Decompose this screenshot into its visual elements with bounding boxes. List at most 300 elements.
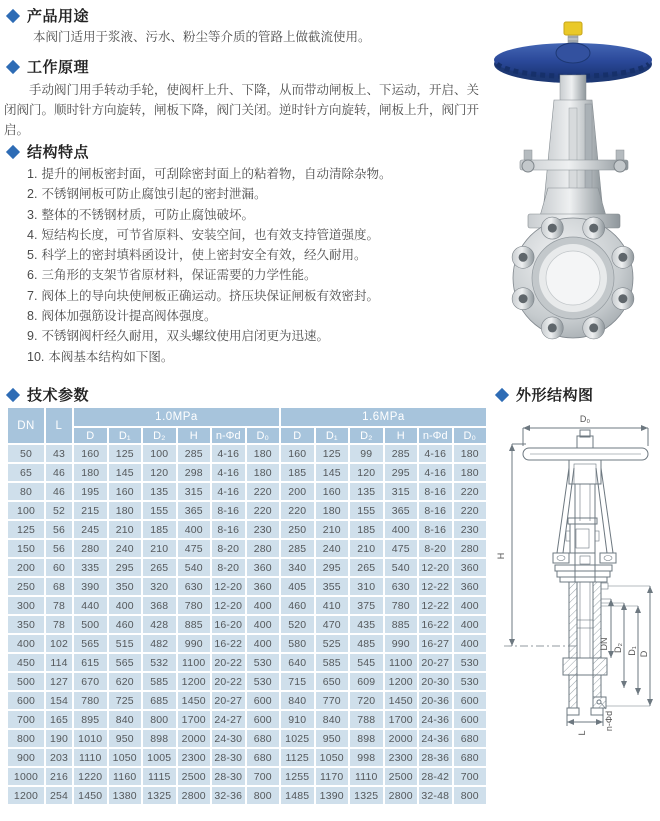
column-header-dn: DN — [8, 408, 44, 443]
value-cell: 20-22 — [212, 673, 245, 690]
column-header: D₂ — [350, 428, 383, 443]
value-cell: 525 — [316, 635, 349, 652]
value-cell: 4-16 — [419, 464, 452, 481]
dn-cell: 800 — [8, 730, 44, 747]
diamond-bullet-icon — [6, 8, 20, 22]
feature-text: 本阀基本结构如下图。 — [48, 349, 174, 364]
value-cell: 390 — [74, 578, 107, 595]
usage-paragraph: 本阀门适用于浆液、污水、粉尘等介质的管路上做截流使用。 — [33, 30, 371, 44]
value-cell: 615 — [74, 654, 107, 671]
value-cell: 8-16 — [212, 521, 245, 538]
column-header: D₂ — [143, 428, 176, 443]
value-cell: 180 — [316, 502, 349, 519]
section-principle-heading — [8, 56, 89, 77]
section-usage-heading — [8, 5, 89, 26]
value-cell: 2500 — [178, 768, 211, 785]
value-cell: 120 — [350, 464, 383, 481]
value-cell: 8-20 — [419, 540, 452, 557]
table-group-header-row — [8, 408, 486, 426]
value-cell: 1050 — [316, 749, 349, 766]
value-cell: 365 — [385, 502, 418, 519]
value-cell: 1125 — [281, 749, 314, 766]
value-cell: 210 — [109, 521, 142, 538]
value-cell: 1485 — [281, 787, 314, 804]
dn-cell: 450 — [8, 654, 44, 671]
value-cell: 780 — [74, 692, 107, 709]
value-cell: 46 — [46, 464, 72, 481]
feature-text: 阀体上的导向块使闸板正确运动。挤压块保证闸板有效密封。 — [41, 288, 379, 303]
value-cell: 630 — [385, 578, 418, 595]
feature-item — [27, 347, 391, 367]
table-row — [8, 787, 486, 804]
value-cell: 230 — [454, 521, 487, 538]
value-cell: 28-36 — [419, 749, 452, 766]
column-header: D — [74, 428, 107, 443]
value-cell: 580 — [281, 635, 314, 652]
table-row — [8, 654, 486, 671]
column-header-l: L — [46, 408, 72, 443]
table-subheader-row — [8, 428, 486, 443]
value-cell: 320 — [143, 578, 176, 595]
feature-text: 阀体加强筋设计提高阀体强度。 — [41, 309, 217, 324]
feature-number: 7. — [27, 288, 38, 303]
value-cell: 460 — [109, 616, 142, 633]
value-cell: 530 — [247, 673, 280, 690]
value-cell: 715 — [281, 673, 314, 690]
value-cell: 180 — [454, 445, 487, 462]
value-cell: 215 — [74, 502, 107, 519]
value-cell: 950 — [316, 730, 349, 747]
value-cell: 99 — [350, 445, 383, 462]
feature-item — [27, 265, 391, 285]
feature-number: 1. — [27, 167, 38, 181]
value-cell: 160 — [74, 445, 107, 462]
value-cell: 885 — [385, 616, 418, 633]
section-title: 外形结构图 — [516, 387, 594, 404]
value-cell: 400 — [385, 521, 418, 538]
table-row — [8, 597, 486, 614]
value-cell: 898 — [350, 730, 383, 747]
diamond-bullet-icon — [495, 387, 509, 401]
value-cell: 145 — [109, 464, 142, 481]
value-cell: 210 — [143, 540, 176, 557]
feature-text: 科学上的密封填料函设计，使上密封安全有效，经久耐用。 — [41, 248, 367, 263]
value-cell: 368 — [143, 597, 176, 614]
value-cell: 1010 — [74, 730, 107, 747]
value-cell: 102 — [46, 635, 72, 652]
value-cell: 285 — [178, 445, 211, 462]
value-cell: 203 — [46, 749, 72, 766]
feature-item — [27, 184, 391, 204]
value-cell: 565 — [109, 654, 142, 671]
value-cell: 475 — [385, 540, 418, 557]
feature-item — [27, 286, 391, 306]
outline-diagram — [490, 406, 660, 816]
value-cell: 910 — [281, 711, 314, 728]
value-cell: 16-20 — [212, 616, 245, 633]
dim-label-h: H — [496, 552, 506, 560]
feature-item — [27, 225, 391, 245]
feature-item — [27, 205, 391, 225]
value-cell: 1110 — [74, 749, 107, 766]
dn-cell: 400 — [8, 635, 44, 652]
value-cell: 210 — [316, 521, 349, 538]
value-cell: 998 — [350, 749, 383, 766]
value-cell: 1200 — [385, 673, 418, 690]
table-row — [8, 616, 486, 633]
value-cell: 200 — [281, 483, 314, 500]
value-cell: 295 — [385, 464, 418, 481]
value-cell: 640 — [281, 654, 314, 671]
value-cell: 530 — [247, 654, 280, 671]
table-row — [8, 502, 486, 519]
dim-label-d2: D₂ — [613, 643, 623, 653]
value-cell: 240 — [316, 540, 349, 557]
value-cell: 780 — [178, 597, 211, 614]
value-cell: 895 — [74, 711, 107, 728]
value-cell: 990 — [385, 635, 418, 652]
column-header: n-Φd — [212, 428, 245, 443]
feature-number: 5. — [27, 248, 38, 263]
value-cell: 1100 — [178, 654, 211, 671]
table-row — [8, 540, 486, 557]
value-cell: 1005 — [143, 749, 176, 766]
column-header: n-Φd — [419, 428, 452, 443]
value-cell: 770 — [316, 692, 349, 709]
section-parameters-heading — [8, 384, 89, 405]
value-cell: 12-20 — [212, 578, 245, 595]
section-title: 工作原理 — [27, 59, 90, 76]
value-cell: 230 — [247, 521, 280, 538]
value-cell: 165 — [46, 711, 72, 728]
diamond-bullet-icon — [6, 144, 20, 158]
value-cell: 1700 — [385, 711, 418, 728]
value-cell: 220 — [247, 502, 280, 519]
value-cell: 680 — [454, 749, 487, 766]
value-cell: 885 — [178, 616, 211, 633]
section-outline-heading — [497, 384, 594, 405]
feature-text: 三角形的支架节省原材料，保证需要的力学性能。 — [41, 268, 317, 283]
value-cell: 530 — [454, 654, 487, 671]
value-cell: 4-16 — [419, 445, 452, 462]
value-cell: 355 — [316, 578, 349, 595]
value-cell: 1115 — [143, 768, 176, 785]
value-cell: 950 — [109, 730, 142, 747]
value-cell: 28-30 — [212, 749, 245, 766]
value-cell: 265 — [143, 559, 176, 576]
value-cell: 28-42 — [419, 768, 452, 785]
table-row — [8, 464, 486, 481]
dn-cell: 150 — [8, 540, 44, 557]
value-cell: 180 — [109, 502, 142, 519]
feature-text: 不锈钢闸板可防止腐蚀引起的密封泄漏。 — [41, 187, 267, 202]
value-cell: 220 — [247, 483, 280, 500]
value-cell: 475 — [178, 540, 211, 557]
value-cell: 898 — [143, 730, 176, 747]
value-cell: 43 — [46, 445, 72, 462]
table-row — [8, 730, 486, 747]
value-cell: 154 — [46, 692, 72, 709]
value-cell: 1450 — [385, 692, 418, 709]
dn-cell: 1200 — [8, 787, 44, 804]
value-cell: 68 — [46, 578, 72, 595]
value-cell: 240 — [109, 540, 142, 557]
value-cell: 280 — [454, 540, 487, 557]
value-cell: 28-30 — [212, 768, 245, 785]
dn-cell: 125 — [8, 521, 44, 538]
value-cell: 180 — [247, 445, 280, 462]
value-cell: 700 — [247, 768, 280, 785]
value-cell: 280 — [74, 540, 107, 557]
value-cell: 700 — [454, 768, 487, 785]
value-cell: 4-16 — [212, 445, 245, 462]
pressure-group-header: 1.0MPa — [74, 408, 279, 426]
value-cell: 160 — [109, 483, 142, 500]
value-cell: 1450 — [74, 787, 107, 804]
value-cell: 114 — [46, 654, 72, 671]
value-cell: 520 — [281, 616, 314, 633]
value-cell: 400 — [247, 616, 280, 633]
column-header: H — [178, 428, 211, 443]
value-cell: 545 — [350, 654, 383, 671]
dn-cell: 900 — [8, 749, 44, 766]
value-cell: 145 — [316, 464, 349, 481]
table-row — [8, 673, 486, 690]
value-cell: 410 — [316, 597, 349, 614]
value-cell: 720 — [350, 692, 383, 709]
value-cell: 1100 — [385, 654, 418, 671]
table-row — [8, 635, 486, 652]
value-cell: 485 — [350, 635, 383, 652]
value-cell: 400 — [247, 597, 280, 614]
section-title: 技术参数 — [27, 387, 90, 404]
valve-photo — [492, 20, 658, 380]
dn-cell: 80 — [8, 483, 44, 500]
value-cell: 2000 — [178, 730, 211, 747]
dn-cell: 65 — [8, 464, 44, 481]
value-cell: 12-20 — [212, 597, 245, 614]
value-cell: 20-27 — [419, 654, 452, 671]
value-cell: 2800 — [178, 787, 211, 804]
value-cell: 1025 — [281, 730, 314, 747]
value-cell: 585 — [143, 673, 176, 690]
dn-cell: 300 — [8, 597, 44, 614]
value-cell: 1255 — [281, 768, 314, 785]
value-cell: 32-36 — [212, 787, 245, 804]
value-cell: 500 — [74, 616, 107, 633]
table-body — [8, 445, 486, 804]
value-cell: 220 — [281, 502, 314, 519]
value-cell: 125 — [109, 445, 142, 462]
value-cell: 24-27 — [212, 711, 245, 728]
feature-item — [27, 306, 391, 326]
value-cell: 400 — [454, 616, 487, 633]
value-cell: 360 — [454, 559, 487, 576]
value-cell: 127 — [46, 673, 72, 690]
feature-number: 6. — [27, 268, 38, 283]
value-cell: 482 — [143, 635, 176, 652]
value-cell: 2000 — [385, 730, 418, 747]
value-cell: 120 — [143, 464, 176, 481]
section-title: 结构特点 — [27, 144, 90, 161]
value-cell: 315 — [178, 483, 211, 500]
value-cell: 24-36 — [419, 730, 452, 747]
value-cell: 360 — [247, 578, 280, 595]
knife-gate-valve-photo-illustration — [492, 20, 658, 380]
value-cell: 295 — [109, 559, 142, 576]
value-cell: 360 — [454, 578, 487, 595]
feature-number: 3. — [27, 207, 38, 222]
value-cell: 8-20 — [212, 559, 245, 576]
value-cell: 250 — [281, 521, 314, 538]
value-cell: 1170 — [316, 768, 349, 785]
value-cell: 2300 — [178, 749, 211, 766]
column-header: D₁ — [316, 428, 349, 443]
value-cell: 1450 — [178, 692, 211, 709]
value-cell: 52 — [46, 502, 72, 519]
value-cell: 220 — [454, 502, 487, 519]
value-cell: 60 — [46, 559, 72, 576]
value-cell: 285 — [385, 445, 418, 462]
dn-cell: 250 — [8, 578, 44, 595]
value-cell: 265 — [350, 559, 383, 576]
value-cell: 470 — [316, 616, 349, 633]
value-cell: 990 — [178, 635, 211, 652]
feature-item — [27, 245, 391, 265]
value-cell: 8-16 — [419, 521, 452, 538]
value-cell: 20-30 — [419, 673, 452, 690]
value-cell: 780 — [385, 597, 418, 614]
value-cell: 8-16 — [419, 502, 452, 519]
value-cell: 20-22 — [212, 654, 245, 671]
value-cell: 400 — [247, 635, 280, 652]
value-cell: 428 — [143, 616, 176, 633]
dn-cell: 50 — [8, 445, 44, 462]
value-cell: 310 — [350, 578, 383, 595]
value-cell: 680 — [454, 730, 487, 747]
value-cell: 1160 — [109, 768, 142, 785]
value-cell: 600 — [247, 692, 280, 709]
feature-text: 整体的不锈钢材质，可防止腐蚀破坏。 — [41, 207, 254, 222]
value-cell: 1325 — [350, 787, 383, 804]
valve-outline-drawing — [490, 406, 660, 816]
value-cell: 20-36 — [419, 692, 452, 709]
column-header: D₀ — [247, 428, 280, 443]
value-cell: 585 — [316, 654, 349, 671]
feature-text: 短结构长度，可节省原料、安装空间，也有效支持管道强度。 — [41, 227, 379, 242]
column-header: D₁ — [109, 428, 142, 443]
table-row — [8, 445, 486, 462]
value-cell: 1110 — [350, 768, 383, 785]
value-cell: 20-27 — [212, 692, 245, 709]
table-row — [8, 578, 486, 595]
value-cell: 620 — [109, 673, 142, 690]
dn-cell: 700 — [8, 711, 44, 728]
value-cell: 185 — [143, 521, 176, 538]
value-cell: 540 — [178, 559, 211, 576]
value-cell: 12-22 — [419, 578, 452, 595]
value-cell: 1700 — [178, 711, 211, 728]
value-cell: 400 — [454, 635, 487, 652]
feature-number: 10. — [27, 349, 45, 364]
dn-cell: 1000 — [8, 768, 44, 785]
table-row — [8, 483, 486, 500]
value-cell: 800 — [247, 787, 280, 804]
value-cell: 788 — [350, 711, 383, 728]
value-cell: 210 — [350, 540, 383, 557]
value-cell: 565 — [74, 635, 107, 652]
value-cell: 160 — [316, 483, 349, 500]
value-cell: 220 — [454, 483, 487, 500]
value-cell: 609 — [350, 673, 383, 690]
value-cell: 540 — [385, 559, 418, 576]
value-cell: 670 — [74, 673, 107, 690]
value-cell: 800 — [143, 711, 176, 728]
value-cell: 1380 — [109, 787, 142, 804]
value-cell: 8-16 — [419, 483, 452, 500]
value-cell: 840 — [281, 692, 314, 709]
value-cell: 4-16 — [212, 464, 245, 481]
value-cell: 155 — [143, 502, 176, 519]
value-cell: 180 — [454, 464, 487, 481]
value-cell: 800 — [454, 787, 487, 804]
value-cell: 46 — [46, 483, 72, 500]
diamond-bullet-icon — [6, 59, 20, 73]
value-cell: 78 — [46, 616, 72, 633]
value-cell: 78 — [46, 597, 72, 614]
value-cell: 185 — [281, 464, 314, 481]
value-cell: 1200 — [178, 673, 211, 690]
value-cell: 180 — [247, 464, 280, 481]
feature-text: 提升的闸板密封面，可刮除密封面上的粘着物，自动清除杂物。 — [41, 167, 392, 181]
dim-label-d: D — [639, 650, 649, 658]
value-cell: 400 — [454, 597, 487, 614]
dn-cell: 100 — [8, 502, 44, 519]
value-cell: 1390 — [316, 787, 349, 804]
value-cell: 840 — [316, 711, 349, 728]
value-cell: 532 — [143, 654, 176, 671]
value-cell: 600 — [247, 711, 280, 728]
value-cell: 2800 — [385, 787, 418, 804]
value-cell: 285 — [281, 540, 314, 557]
column-header: D — [281, 428, 314, 443]
section-features-heading — [8, 141, 89, 162]
feature-item — [27, 164, 391, 184]
value-cell: 315 — [385, 483, 418, 500]
table-row — [8, 521, 486, 538]
value-cell: 600 — [454, 711, 487, 728]
value-cell: 8-16 — [212, 502, 245, 519]
value-cell: 185 — [350, 521, 383, 538]
value-cell: 1325 — [143, 787, 176, 804]
value-cell: 280 — [247, 540, 280, 557]
value-cell: 340 — [281, 559, 314, 576]
value-cell: 135 — [143, 483, 176, 500]
feature-item — [27, 326, 391, 346]
pressure-group-header: 1.6MPa — [281, 408, 486, 426]
parameters-table — [6, 406, 488, 806]
value-cell: 298 — [178, 464, 211, 481]
value-cell: 365 — [178, 502, 211, 519]
value-cell: 2300 — [385, 749, 418, 766]
dn-cell: 350 — [8, 616, 44, 633]
value-cell: 685 — [143, 692, 176, 709]
value-cell: 360 — [247, 559, 280, 576]
feature-number: 4. — [27, 227, 38, 242]
value-cell: 295 — [316, 559, 349, 576]
value-cell: 190 — [46, 730, 72, 747]
feature-text: 不锈钢阀杆经久耐用，双头螺纹使用启闭更为迅速。 — [41, 329, 329, 344]
